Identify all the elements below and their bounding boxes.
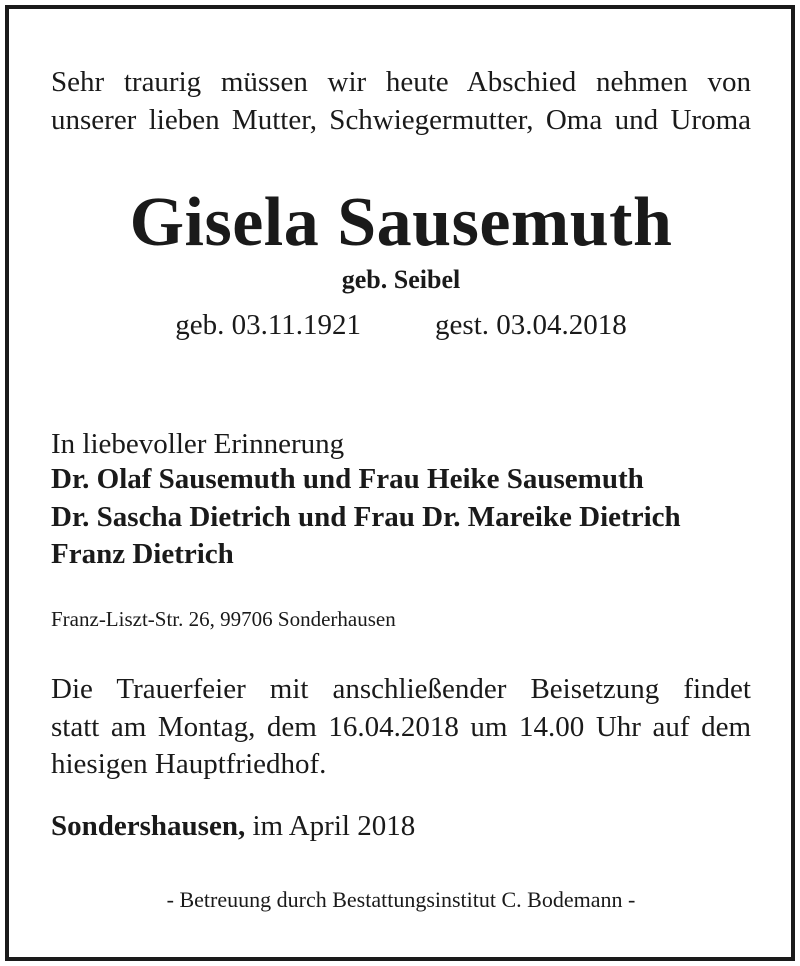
mourners-list — [51, 461, 681, 574]
undertaker-credit: - Betreuung durch Bestattungsinstitut C. Bodemann - — [166, 887, 636, 912]
mourner-line: Dr. Olaf Sausemuth und Frau Heike Sausemuth — [51, 463, 644, 495]
maiden-name: geb. Seibel — [341, 265, 461, 294]
intro-line-2: unserer lieben Mutter, Schwiegermutter, Oma und Uroma — [51, 104, 751, 136]
birth-date: geb. 03.11.1921 — [175, 309, 362, 341]
remembrance-heading: In liebevoller Erinnerung — [51, 428, 345, 460]
life-dates — [51, 307, 751, 343]
mourner-line: Dr. Sascha Dietrich und Frau Dr. Mareike Dietrich — [51, 500, 681, 533]
obituary-frame — [5, 5, 795, 961]
family-address: Franz-Liszt-Str. 26, 99706 Sonderhausen — [51, 607, 396, 631]
place-name: Sondershausen, — [51, 810, 246, 842]
death-date: gest. 03.04.2018 — [435, 309, 627, 341]
obituary-content — [51, 63, 751, 912]
place-and-date — [51, 807, 415, 845]
funeral-line-3: hiesigen Hauptfriedhof. — [51, 748, 327, 780]
funeral-line-2: statt am Montag, dem 16.04.2018 um 14.00 Uhr auf dem — [51, 710, 751, 743]
funeral-line-1: Die Trauerfeier mit anschließender Beisetzung findet — [51, 673, 751, 705]
funeral-notice — [51, 671, 751, 784]
deceased-name: Gisela Sausemuth — [129, 184, 673, 261]
intro-text — [51, 63, 751, 139]
intro-line-1: Sehr traurig müssen wir heute Abschied nehmen von — [51, 66, 751, 98]
month-year: im April 2018 — [252, 810, 416, 842]
mourner-line: Franz Dietrich — [51, 538, 234, 570]
